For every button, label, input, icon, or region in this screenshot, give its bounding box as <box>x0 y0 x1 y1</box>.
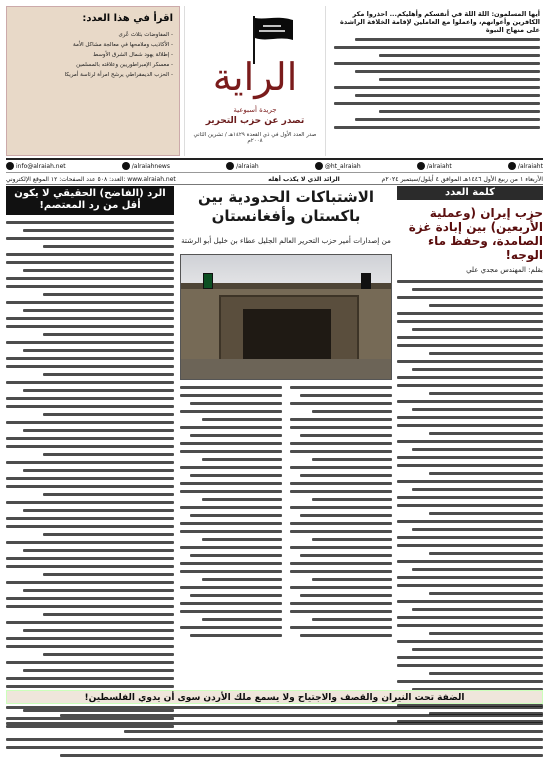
column-word <box>397 186 543 742</box>
masthead-tagline: جريدة أسبوعية <box>233 106 277 114</box>
section-head: كلمة العدد <box>397 186 543 200</box>
center-body <box>180 386 392 686</box>
issue-date: الأربعاء ١ من ربيع الأول ١٤٤٦هـ الموافق ٤ أيلول/سبتمبر ٢٠٢٤م <box>381 176 543 183</box>
gate-opening <box>243 309 331 361</box>
toc-item[interactable]: - معسكر الإمبراطوريين وعلاقته بالمسلمين <box>76 62 173 68</box>
left-article-title: الرد (الفاضح) الحقيقي لا يكون أقل من رد المعتصم! <box>6 186 174 215</box>
masthead-date: صدر العدد الأول في ذي القعدة ١٤٢٩هـ / تشرين الثاني ٢٠٠٨م <box>193 132 317 144</box>
social-facebook[interactable]: /alraiaht <box>508 162 543 170</box>
social-icon <box>122 162 130 170</box>
bottom-article-body <box>6 706 543 762</box>
headline-photo <box>180 254 392 380</box>
email-icon <box>6 162 14 170</box>
masthead-logo <box>197 14 313 106</box>
social-youtube[interactable]: /alraiaht <box>417 162 452 170</box>
social-news[interactable]: /alraiahnews <box>122 162 170 170</box>
social-web[interactable]: /alraiah <box>226 162 259 170</box>
intro-lead: أيها المسلمون: اللهَ اللهَ في أنفسكم وأهليكم... احذروا مكر الكافرين وأعوانهم، واعملوا مع العاملين لإقامة الخلافة الراشدة على منهاج النبوة <box>340 10 540 34</box>
main-subheadline: من إصدارات أمير حزب التحرير العالم الجليل عطاء بن خليل أبو الرشتة <box>181 236 391 245</box>
issue-motto: الرائد الذي لا يكذب أهله <box>268 176 340 183</box>
bottom-article-title: الضفة تحت النيران والقصف والاجتياح ولا يسمع ملك الأردن سوى أن يدوي الفلسطين! <box>6 690 543 704</box>
column-title: حزب إيران (وعملية الأربعين) بين إبادة غزة الصامدة، وحفظ ماء الوجه! <box>408 206 543 262</box>
toc-item[interactable]: - المفاوضات بثلاث عُرى <box>118 32 173 38</box>
twitter-icon <box>315 162 323 170</box>
globe-icon <box>226 162 234 170</box>
toc-item[interactable]: - الأكاذيب وملامحها في معالجة مشاكل الأمة <box>73 42 173 48</box>
toc-title: اقرأ في هذا العدد: <box>82 13 173 24</box>
masthead-subtitle <box>188 106 322 126</box>
road <box>181 359 392 380</box>
main-headline: الاشتباكات الحدودية بين باكستان وأفغانستان <box>197 188 375 225</box>
column-body <box>397 280 543 723</box>
social-bar <box>6 158 543 173</box>
masthead-subtitle-text: تصدر عن حزب التحرير <box>205 116 305 126</box>
youtube-icon <box>417 162 425 170</box>
left-article-body <box>6 221 174 728</box>
flag-icon <box>361 273 371 289</box>
logo-title: الراية <box>212 55 298 99</box>
flag-icon <box>203 273 213 289</box>
social-twitter[interactable]: @ht_alraiah <box>315 162 361 170</box>
issue-meta: العدد: ٥٠٨ عدد الصفحات: ١٢ الموقع الإلكتروني: www.alraiah.net <box>6 176 176 183</box>
intro-text <box>330 6 544 156</box>
toc-item[interactable]: - الحزب الديمقراطي يرشح امرأة لرئاسة أمريكا <box>64 72 173 78</box>
facebook-icon <box>508 162 516 170</box>
left-article <box>6 186 174 742</box>
toc-item[interactable]: - إطلالة يهود شمال الشرق الأوسط <box>93 52 173 58</box>
column-author: بقلم: المهندس مجدي علي <box>466 266 543 274</box>
toc-box <box>6 6 180 156</box>
social-email[interactable]: info@alraiah.net <box>6 162 66 170</box>
